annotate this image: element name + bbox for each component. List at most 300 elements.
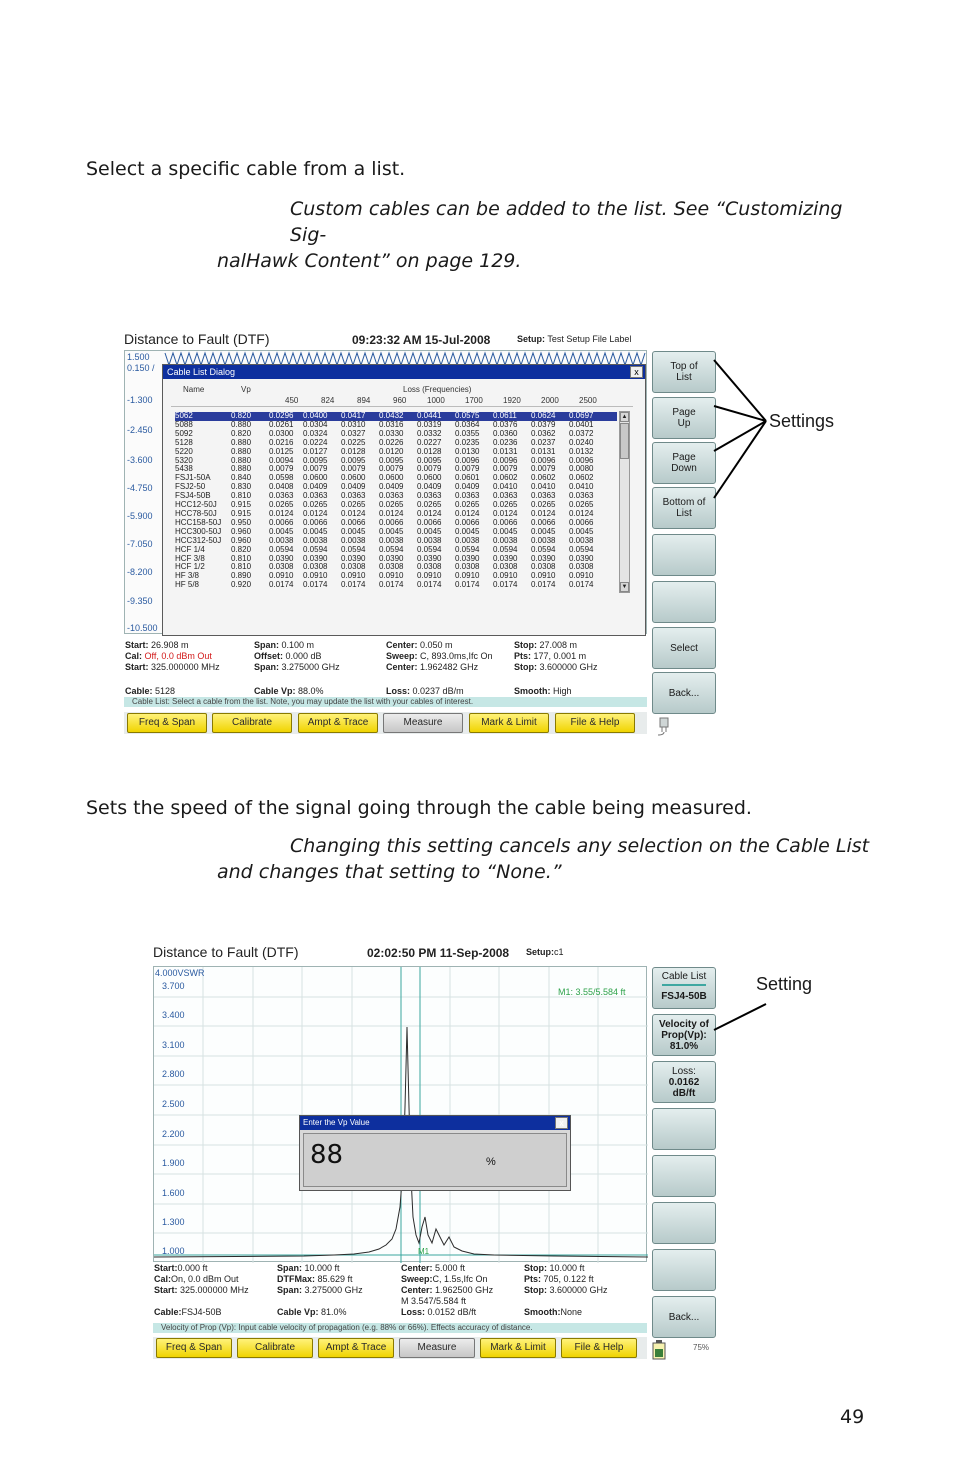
readout: Stop: 10.000 ft [524, 1263, 585, 1273]
measurement-readouts [153, 1263, 647, 1325]
freq-header: 1920 [503, 396, 521, 405]
setup-label: Setup: [517, 334, 545, 344]
cable-loss-cell: 0.0096 [493, 455, 518, 465]
menu-mark-limit[interactable]: Mark & Limit [480, 1338, 556, 1358]
y-tick: 1.000 [162, 1246, 185, 1256]
softkey-label: Select [670, 642, 698, 654]
cable-loss-cell: 0.0296 [269, 412, 303, 421]
cable-loss-cell: 0.0045 [569, 526, 594, 536]
page-up-button[interactable] [652, 397, 716, 439]
readout: Cable:FSJ4-50B [154, 1307, 222, 1317]
setup-label: Setup: [526, 947, 554, 957]
cable-loss-cell: 0.0235 [455, 437, 480, 447]
screenshot-velocity-of-prop [153, 940, 719, 1366]
cable-loss-cell: 0.0066 [493, 517, 518, 527]
readout: Center: 5.000 ft [401, 1263, 466, 1273]
blank-softkey[interactable] [652, 1202, 716, 1244]
readout: Start: 325.000000 MHz [154, 1285, 249, 1295]
y-tick: 3.100 [162, 1040, 185, 1050]
velocity-of-prop-button[interactable] [652, 1014, 716, 1056]
cable-loss-cell: 0.0066 [417, 517, 442, 527]
cable-loss-cell: 0.0226 [379, 437, 404, 447]
cable-loss-cell: 0.0128 [417, 446, 442, 456]
cable-loss-cell: 0.0594 [303, 544, 328, 554]
battery-level: 75% [693, 1343, 710, 1352]
cable-loss-cell: 0.0600 [303, 473, 328, 483]
cable-loss-cell: 0.0390 [341, 553, 366, 563]
cable-loss-cell: 0.0308 [417, 562, 442, 572]
readout: Start:0.000 ft [154, 1263, 208, 1273]
settings-callout-label: Settings [769, 411, 835, 431]
cable-loss-cell: 0.0575 [455, 412, 493, 421]
cable-vp-cell: 0.950 [231, 517, 252, 527]
y-axis-unit: 0.150 / [127, 363, 155, 373]
readout: Loss: 0.0152 dB/ft [401, 1307, 477, 1317]
cable-loss-cell: 0.0130 [455, 446, 480, 456]
cable-loss-cell: 0.0594 [493, 544, 518, 554]
y-tick: -4.750 [127, 483, 153, 493]
y-tick: 2.500 [162, 1099, 185, 1109]
vp-value: 88 [310, 1140, 344, 1170]
readout: Smooth:None [524, 1307, 583, 1317]
cable-loss-cell: 0.0038 [531, 535, 556, 545]
y-axis-unit: 4.000VSWR [155, 968, 205, 978]
cable-loss-cell: 0.0379 [531, 419, 556, 429]
y-tick: 1.900 [162, 1158, 185, 1168]
cable-loss-cell: 0.0363 [269, 491, 294, 501]
readout: Stop: 3.600000 GHz [514, 662, 598, 672]
readout: Span: 3.275000 GHz [277, 1285, 363, 1295]
cable-name-cell: HCF 3/8 [175, 553, 205, 563]
y-tick: 2.200 [162, 1129, 185, 1139]
cable-row[interactable] [175, 581, 617, 590]
scroll-up-icon[interactable]: ▲ [621, 414, 628, 420]
menu-calibrate[interactable]: Calibrate [212, 713, 292, 733]
cable-vp-cell: 0.880 [231, 455, 252, 465]
cable-vp-cell: 0.960 [231, 526, 252, 536]
cable-loss-cell: 0.0066 [303, 517, 328, 527]
cable-vp-cell: 0.890 [231, 571, 252, 581]
cable-vp-cell: 0.920 [231, 580, 252, 590]
settings-callout-lines [712, 350, 772, 500]
cable-vp-cell: 0.880 [231, 464, 252, 474]
cable-loss-cell: 0.0409 [455, 482, 480, 492]
cable-loss-cell: 0.0265 [455, 500, 480, 510]
cable-loss-cell: 0.0131 [493, 446, 518, 456]
readout: Center: 1.962482 GHz [386, 662, 479, 672]
cable-loss-cell: 0.0308 [303, 562, 328, 572]
cable-loss-cell: 0.0038 [417, 535, 442, 545]
cable-name-cell: HCC12-50J [175, 500, 217, 510]
cable-loss-cell: 0.0910 [303, 571, 328, 581]
softkey-value: FSJ4-50B [661, 991, 707, 1002]
setup-readout [517, 334, 631, 344]
cable-loss-cell: 0.0308 [569, 562, 594, 572]
cable-loss-cell: 0.0602 [493, 473, 518, 483]
cable-loss-cell: 0.0079 [269, 464, 294, 474]
cable-name-cell: HCC312-50J [175, 535, 222, 545]
blank-softkey[interactable] [652, 1108, 716, 1150]
cable-vp-cell: 0.915 [231, 508, 252, 518]
menu-ampt-trace[interactable]: Ampt & Trace [318, 1338, 394, 1358]
menu-measure[interactable]: Measure [383, 713, 463, 733]
cable-loss-cell: 0.0594 [417, 544, 442, 554]
cable-loss-cell: 0.0409 [341, 482, 366, 492]
readout: Smooth: High [514, 686, 572, 696]
readout: Stop: 3.600000 GHz [524, 1285, 608, 1295]
readout: Start: 26.908 m [125, 640, 189, 650]
cable-name-cell: 5320 [175, 455, 193, 465]
freq-header: 1000 [427, 396, 445, 405]
freq-header: 824 [321, 396, 335, 405]
cable-vp-cell: 0.820 [231, 544, 252, 554]
screenshot-cable-list [124, 328, 720, 740]
blank-softkey[interactable] [652, 534, 716, 576]
cable-loss-cell: 0.0390 [531, 553, 556, 563]
cable-loss-cell: 0.0594 [341, 544, 366, 554]
column-vp-header: Vp [241, 385, 251, 394]
freq-header: 2000 [541, 396, 559, 405]
softkey-accent [662, 984, 706, 986]
cable-name-cell: HCF 1/2 [175, 562, 205, 572]
y-tick: 3.400 [162, 1010, 185, 1020]
screen-title: Distance to Fault (DTF) [124, 331, 270, 347]
bottom-of-list-button[interactable] [652, 487, 716, 529]
cable-loss-cell: 0.0227 [417, 437, 442, 447]
softkey-label: Back... [668, 687, 700, 699]
cable-loss-cell: 0.0409 [417, 482, 442, 492]
cable-loss-cell: 0.0038 [569, 535, 594, 545]
cable-loss-cell: 0.0363 [493, 491, 518, 501]
cable-loss-cell: 0.0390 [417, 553, 442, 563]
readout: Loss: 0.0237 dB/m [386, 686, 464, 696]
cable-loss-cell: 0.0079 [493, 464, 518, 474]
blank-softkey[interactable] [652, 1249, 716, 1291]
note-line: Changing this setting cancels any selection on the Cable List [290, 835, 870, 857]
cable-vp-cell: 0.810 [231, 491, 252, 501]
cable-loss-cell: 0.0360 [493, 428, 518, 438]
cable-loss-cell: 0.0600 [379, 473, 404, 483]
cable-loss-cell: 0.0408 [269, 482, 294, 492]
softkey-label: Page Down [671, 452, 697, 474]
cable-loss-cell: 0.0324 [303, 428, 328, 438]
cable-loss-cell: 0.0225 [341, 437, 366, 447]
menu-ampt-trace[interactable]: Ampt & Trace [298, 713, 378, 733]
cable-loss-cell: 0.0390 [569, 553, 594, 563]
cable-name-cell: HF 5/8 [175, 580, 200, 590]
dialog-title: Enter the Vp Value [303, 1118, 370, 1127]
cable-name-cell: 5062 [175, 412, 231, 421]
setting-callout-label: Setting [756, 974, 813, 994]
menu-file-help[interactable]: File & Help [561, 1338, 637, 1358]
cable-loss-cell: 0.0240 [569, 437, 594, 447]
cable-name-cell: FSJ1-50A [175, 473, 211, 483]
cable-loss-cell: 0.0363 [569, 491, 594, 501]
enter-vp-dialog [299, 1115, 571, 1191]
cable-loss-cell: 0.0308 [379, 562, 404, 572]
cable-loss-cell: 0.0697 [569, 412, 617, 421]
cable-loss-cell: 0.0124 [493, 508, 518, 518]
readout: Span: 3.275000 GHz [254, 662, 340, 672]
dialog-title-bar [163, 365, 645, 379]
cable-loss-cell: 0.0132 [569, 446, 594, 456]
cable-loss-cell: 0.0265 [341, 500, 366, 510]
cable-loss-cell: 0.0045 [379, 526, 404, 536]
back-button[interactable] [652, 1296, 716, 1338]
graph-area [153, 966, 647, 1262]
loss-button[interactable] [652, 1061, 716, 1103]
cable-loss-cell: 0.0265 [269, 500, 294, 510]
dialog-title: Cable List Dialog [167, 367, 236, 377]
cable-loss-cell: 0.0265 [417, 500, 442, 510]
scroll-thumb[interactable] [620, 423, 629, 459]
measurement-readouts [124, 640, 647, 700]
y-tick: -8.200 [127, 567, 153, 577]
cable-name-cell: 5128 [175, 437, 193, 447]
softkey-label: Page Up [672, 407, 696, 429]
cable-loss-cell: 0.0174 [569, 580, 594, 590]
cable-loss-cell: 0.0390 [493, 553, 518, 563]
cable-loss-cell: 0.0124 [455, 508, 480, 518]
cable-loss-cell: 0.0910 [455, 571, 480, 581]
cable-list-scrollbar[interactable] [619, 411, 630, 593]
cable-loss-cell: 0.0038 [379, 535, 404, 545]
cable-loss-cell: 0.0124 [341, 508, 366, 518]
freq-header: 2500 [579, 396, 597, 405]
cable-loss-cell: 0.0363 [379, 491, 404, 501]
y-tick: -3.600 [127, 455, 153, 465]
cable-loss-cell: 0.0300 [269, 428, 294, 438]
status-line: Cable List: Select a cable from the list. Note, you may update the list with your cables of interest. [124, 697, 647, 707]
cable-list-dialog [162, 364, 646, 636]
cable-name-cell: HCC78-50J [175, 508, 217, 518]
cable-loss-cell: 0.0376 [493, 419, 518, 429]
select-button[interactable] [652, 627, 716, 669]
y-tick: 2.800 [162, 1069, 185, 1079]
cable-loss-cell: 0.0131 [531, 446, 556, 456]
cable-loss-cell: 0.0079 [417, 464, 442, 474]
readout: Cable Vp: 88.0% [254, 686, 324, 696]
bottom-menu-bar [153, 1337, 647, 1359]
note-line: nalHawk Content” on page 129. [217, 250, 522, 272]
menu-freq-span[interactable]: Freq & Span [156, 1338, 232, 1358]
readout: Sweep:C, 1.5s,Ifc On [401, 1274, 488, 1284]
cable-loss-cell: 0.0601 [455, 473, 480, 483]
cable-loss-cell: 0.0174 [493, 580, 518, 590]
cable-list-button[interactable] [652, 967, 716, 1009]
cable-loss-cell: 0.0127 [303, 446, 328, 456]
cable-loss-cell: 0.0066 [379, 517, 404, 527]
readout: Pts: 705, 0.122 ft [524, 1274, 594, 1284]
freq-header: 450 [285, 396, 299, 405]
cable-vp-cell: 0.820 [231, 412, 269, 421]
cable-loss-cell: 0.0432 [379, 412, 417, 421]
loss-frequencies-header: Loss (Frequencies) [403, 385, 472, 394]
cable-loss-cell: 0.0611 [493, 412, 531, 421]
cable-loss-cell: 0.0096 [455, 455, 480, 465]
screen-timestamp: 02:02:50 PM 11-Sep-2008 [367, 946, 510, 960]
y-tick: 1.600 [162, 1188, 185, 1198]
cable-loss-cell: 0.0363 [455, 491, 480, 501]
cable-loss-cell: 0.0602 [569, 473, 594, 483]
cable-loss-cell: 0.0372 [569, 428, 594, 438]
cable-name-cell: 5092 [175, 428, 193, 438]
note-vp-setting [217, 833, 877, 885]
cable-loss-cell: 0.0038 [303, 535, 328, 545]
cable-loss-cell: 0.0594 [379, 544, 404, 554]
cable-loss-cell: 0.0125 [269, 446, 294, 456]
cable-loss-cell: 0.0079 [379, 464, 404, 474]
cable-loss-cell: 0.0120 [379, 446, 404, 456]
cable-loss-cell: 0.0095 [417, 455, 442, 465]
cable-loss-cell: 0.0594 [531, 544, 556, 554]
setup-value: Test Setup File Label [547, 334, 632, 344]
cable-loss-cell: 0.0080 [569, 464, 594, 474]
freq-header: 1700 [465, 396, 483, 405]
cable-loss-cell: 0.0594 [455, 544, 480, 554]
freq-header: 894 [357, 396, 371, 405]
cable-loss-cell: 0.0066 [341, 517, 366, 527]
cable-name-cell: 5438 [175, 464, 193, 474]
cable-loss-cell: 0.0174 [303, 580, 328, 590]
cable-loss-cell: 0.0910 [531, 571, 556, 581]
cable-loss-cell: 0.0174 [531, 580, 556, 590]
menu-freq-span[interactable]: Freq & Span [127, 713, 207, 733]
cable-loss-cell: 0.0124 [379, 508, 404, 518]
page-down-button[interactable] [652, 442, 716, 484]
top-of-list-button[interactable] [652, 351, 716, 393]
cable-loss-cell: 0.0363 [341, 491, 366, 501]
cable-loss-cell: 0.0401 [569, 419, 594, 429]
cable-loss-cell: 0.0390 [379, 553, 404, 563]
cable-vp-cell: 0.810 [231, 553, 252, 563]
cable-loss-cell: 0.0038 [341, 535, 366, 545]
column-name-header: Name [183, 385, 205, 394]
menu-mark-limit[interactable]: Mark & Limit [469, 713, 549, 733]
cable-loss-cell: 0.0409 [303, 482, 328, 492]
cable-loss-cell: 0.0363 [303, 491, 328, 501]
cable-loss-cell: 0.0910 [493, 571, 518, 581]
back-button[interactable] [652, 672, 716, 714]
screen-timestamp: 09:23:32 AM 15-Jul-2008 [352, 333, 491, 347]
intro-vp-text: Sets the speed of the signal going through the cable being measured. [86, 797, 752, 819]
cable-name-cell: HCC300-50J [175, 526, 222, 536]
cable-loss-cell: 0.0045 [269, 526, 294, 536]
close-icon[interactable]: x [630, 366, 643, 378]
cable-name-cell: FSJ2-50 [175, 482, 206, 492]
readout: DTFMax: 85.629 ft [277, 1274, 353, 1284]
softkey-label: Cable List [661, 971, 707, 982]
vp-value-input[interactable] [303, 1133, 567, 1187]
cable-loss-cell: 0.0174 [341, 580, 366, 590]
readout: Span: 0.100 m [254, 640, 315, 650]
y-tick: -2.450 [127, 425, 153, 435]
menu-measure[interactable]: Measure [399, 1338, 475, 1358]
cable-loss-cell: 0.0045 [455, 526, 480, 536]
cable-loss-cell: 0.0304 [303, 419, 328, 429]
cable-loss-cell: 0.0261 [269, 419, 294, 429]
blank-softkey[interactable] [652, 1155, 716, 1197]
cable-loss-cell: 0.0096 [531, 455, 556, 465]
cable-loss-cell: 0.0094 [269, 455, 294, 465]
cable-loss-cell: 0.0910 [417, 571, 442, 581]
y-tick: -7.050 [127, 539, 153, 549]
cable-loss-cell: 0.0174 [417, 580, 442, 590]
cable-loss-cell: 0.0265 [303, 500, 328, 510]
cable-loss-cell: 0.0410 [569, 482, 594, 492]
vp-unit: % [486, 1156, 496, 1168]
cable-vp-cell: 0.880 [231, 419, 252, 429]
cable-loss-cell: 0.0038 [493, 535, 518, 545]
menu-file-help[interactable]: File & Help [555, 713, 635, 733]
readout: Pts: 177, 0.001 m [514, 651, 587, 661]
close-icon[interactable]: x [555, 1117, 568, 1129]
cable-loss-cell: 0.0038 [455, 535, 480, 545]
cable-vp-cell: 0.820 [231, 428, 252, 438]
blank-softkey[interactable] [652, 581, 716, 623]
cable-loss-cell: 0.0308 [455, 562, 480, 572]
intro-cable-list-text: Select a specific cable from a list. [86, 158, 406, 180]
cable-loss-cell: 0.0308 [269, 562, 294, 572]
cable-loss-cell: 0.0045 [303, 526, 328, 536]
status-line: Velocity of Prop (Vp): Input cable velocity of propagation (e.g. 88% or 66%). Effects accuracy of distance. [153, 1323, 647, 1333]
cable-name-cell: HF 3/8 [175, 571, 200, 581]
cable-loss-cell: 0.0066 [569, 517, 594, 527]
battery-icon [651, 1339, 669, 1361]
cable-loss-cell: 0.0124 [303, 508, 328, 518]
cable-vp-cell: 0.810 [231, 562, 252, 572]
cable-loss-cell: 0.0400 [303, 412, 341, 421]
cable-loss-cell: 0.0237 [531, 437, 556, 447]
cable-loss-cell: 0.0224 [303, 437, 328, 447]
readout: Cable: 5128 [125, 686, 176, 696]
cable-loss-cell: 0.0362 [531, 428, 556, 438]
softkey-label: Bottom of List [662, 497, 706, 519]
cable-name-cell: 5220 [175, 446, 193, 456]
cable-loss-cell: 0.0045 [493, 526, 518, 536]
cable-loss-cell: 0.0390 [455, 553, 480, 563]
readout: Sweep: C, 893.0ms,Ifc On [386, 651, 493, 661]
readout: Offset: 0.000 dB [254, 651, 322, 661]
cable-name-cell: 5088 [175, 419, 193, 429]
bottom-menu-bar [124, 712, 647, 734]
cable-vp-cell: 0.830 [231, 482, 252, 492]
cable-loss-cell: 0.0327 [341, 428, 366, 438]
softkey-label: Top of List [670, 361, 698, 383]
cable-loss-cell: 0.0236 [493, 437, 518, 447]
cable-loss-cell: 0.0355 [455, 428, 480, 438]
cable-loss-cell: 0.0265 [379, 500, 404, 510]
cable-loss-cell: 0.0417 [341, 412, 379, 421]
readout: Center: 0.050 m [386, 640, 453, 650]
cable-loss-cell: 0.0319 [417, 419, 442, 429]
cable-vp-cell: 0.960 [231, 535, 252, 545]
y-tick: -9.350 [127, 596, 153, 606]
cable-loss-cell: 0.0410 [493, 482, 518, 492]
cable-loss-cell: 0.0128 [341, 446, 366, 456]
cable-loss-cell: 0.0330 [379, 428, 404, 438]
cable-loss-cell: 0.0390 [269, 553, 294, 563]
cable-loss-cell: 0.0079 [455, 464, 480, 474]
cable-loss-cell: 0.0910 [269, 571, 294, 581]
softkey-label: Back... [668, 1311, 700, 1323]
marker-label: M1 [418, 1247, 430, 1256]
menu-calibrate[interactable]: Calibrate [237, 1338, 313, 1358]
softkey-value: 81.0% [669, 1040, 699, 1052]
cable-loss-cell: 0.0079 [531, 464, 556, 474]
cable-loss-cell: 0.0602 [531, 473, 556, 483]
scroll-down-icon[interactable]: ▼ [621, 584, 628, 590]
